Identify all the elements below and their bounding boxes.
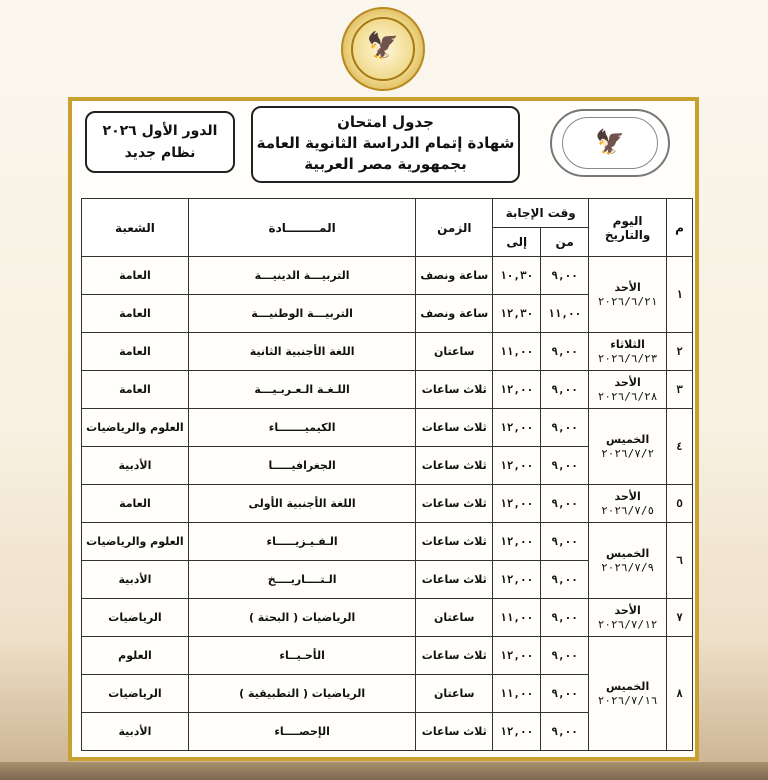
time-from: ٩,٠٠ xyxy=(541,523,589,561)
duration: ثلاث ساعات xyxy=(416,447,493,485)
ministry-seal-top xyxy=(341,7,425,91)
branch: الرياضيات xyxy=(82,675,189,713)
branch: العلوم والرياضيات xyxy=(82,523,189,561)
exam-date: ٢٠٢٦/٧/١٢ xyxy=(597,617,658,631)
eagle-emblem-icon: 🦅 xyxy=(366,31,400,61)
time-to: ١٢,٠٠ xyxy=(493,409,541,447)
time-to: ١٢,٠٠ xyxy=(493,371,541,409)
branch: الأدبية xyxy=(82,713,189,751)
duration: ساعتان xyxy=(416,333,493,371)
branch: العامة xyxy=(82,257,189,295)
time-to: ١١,٠٠ xyxy=(493,599,541,637)
time-to: ١٢,٠٠ xyxy=(493,447,541,485)
branch: الأدبية xyxy=(82,561,189,599)
exam-schedule-table xyxy=(81,198,693,751)
subject: التربيـــة الوطنيـــة xyxy=(188,295,415,333)
header-num: م xyxy=(667,199,693,257)
exam-num: ٧ xyxy=(667,599,693,637)
duration: ساعة ونصف xyxy=(416,257,493,295)
table-row xyxy=(82,599,693,637)
time-from: ٩,٠٠ xyxy=(541,333,589,371)
round-label: الدور الأول ٢٠٢٦ xyxy=(102,123,218,139)
subject: التربيـــة الدينيـــة xyxy=(188,257,415,295)
exam-date: ٢٠٢٦/٧/٥ xyxy=(601,503,655,517)
schedule-frame xyxy=(68,97,699,761)
time-to: ١١,٠٠ xyxy=(493,675,541,713)
time-from: ٩,٠٠ xyxy=(541,675,589,713)
exam-day: الأحد xyxy=(614,375,641,389)
time-to: ١٢,٠٠ xyxy=(493,485,541,523)
duration: ثلاث ساعات xyxy=(416,713,493,751)
eagle-logo-icon: 🦅 xyxy=(595,128,625,156)
schedule-body xyxy=(82,257,693,751)
exam-day-date xyxy=(589,599,667,637)
exam-date: ٢٠٢٦/٧/٩ xyxy=(601,560,655,574)
table-row xyxy=(82,333,693,371)
exam-num: ١ xyxy=(667,257,693,333)
exam-num: ٦ xyxy=(667,523,693,599)
time-to: ١٢,٠٠ xyxy=(493,561,541,599)
subject: الأحـيــاء xyxy=(188,637,415,675)
time-to: ١١,٠٠ xyxy=(493,333,541,371)
exam-date: ٢٠٢٦/٦/٢٣ xyxy=(597,351,658,365)
time-to: ١٢,٠٠ xyxy=(493,637,541,675)
header-answer-time: وقت الإجابة xyxy=(493,199,589,228)
background-ground xyxy=(0,762,768,780)
exam-day: الخميس xyxy=(605,546,650,560)
time-from: ٩,٠٠ xyxy=(541,713,589,751)
time-from: ٩,٠٠ xyxy=(541,561,589,599)
subject: اللـغـة الـعـربـيـــة xyxy=(188,371,415,409)
table-row xyxy=(82,371,693,409)
duration: ثلاث ساعات xyxy=(416,371,493,409)
exam-num: ٣ xyxy=(667,371,693,409)
time-to: ١٠,٣٠ xyxy=(493,257,541,295)
exam-day: الخميس xyxy=(605,432,650,446)
subject: الإحصــــاء xyxy=(188,713,415,751)
branch: الأدبية xyxy=(82,447,189,485)
table-row xyxy=(82,257,693,295)
exam-day-date xyxy=(589,637,667,751)
header-duration: الزمن xyxy=(416,199,493,257)
header-subject: المــــــــادة xyxy=(188,199,415,257)
subject: الـتــــاريــــخ xyxy=(188,561,415,599)
time-from: ٩,٠٠ xyxy=(541,599,589,637)
table-row xyxy=(82,409,693,447)
exam-day-date xyxy=(589,409,667,485)
branch: العامة xyxy=(82,333,189,371)
exam-day: الثلاثاء xyxy=(610,337,645,351)
exam-day-date xyxy=(589,485,667,523)
time-from: ١١,٠٠ xyxy=(541,295,589,333)
branch: العلوم والرياضيات xyxy=(82,409,189,447)
subject: الجغرافيـــــا xyxy=(188,447,415,485)
table-row xyxy=(82,523,693,561)
logo-inner-ring xyxy=(562,117,658,169)
title-line-1: جدول امتحان xyxy=(337,113,434,131)
header-from: من xyxy=(541,228,589,257)
round-box xyxy=(85,111,235,173)
exam-day: الأحد xyxy=(614,603,641,617)
duration: ثلاث ساعات xyxy=(416,561,493,599)
time-from: ٩,٠٠ xyxy=(541,257,589,295)
exam-date: ٢٠٢٦/٧/٢ xyxy=(601,446,655,460)
table-row xyxy=(82,485,693,523)
title-box xyxy=(251,106,520,183)
duration: ثلاث ساعات xyxy=(416,637,493,675)
exam-day-date xyxy=(589,371,667,409)
system-label: نظام جديد xyxy=(124,145,196,161)
duration: ثلاث ساعات xyxy=(416,485,493,523)
duration: ساعتان xyxy=(416,675,493,713)
branch: العلوم xyxy=(82,637,189,675)
header-to: إلى xyxy=(493,228,541,257)
branch: العامة xyxy=(82,295,189,333)
exam-day-date xyxy=(589,523,667,599)
ministry-logo xyxy=(550,109,670,177)
exam-num: ٤ xyxy=(667,409,693,485)
exam-date: ٢٠٢٦/٦/٢١ xyxy=(597,294,658,308)
header-day: اليوم والتاريخ xyxy=(589,199,667,257)
exam-num: ٥ xyxy=(667,485,693,523)
duration: ثلاث ساعات xyxy=(416,409,493,447)
duration: ساعة ونصف xyxy=(416,295,493,333)
subject: الـفـيـزيـــــاء xyxy=(188,523,415,561)
exam-day-date xyxy=(589,257,667,333)
time-to: ١٢,٠٠ xyxy=(493,713,541,751)
table-row xyxy=(82,637,693,675)
duration: ساعتان xyxy=(416,599,493,637)
time-to: ١٢,٠٠ xyxy=(493,523,541,561)
exam-num: ٢ xyxy=(667,333,693,371)
duration: ثلاث ساعات xyxy=(416,523,493,561)
exam-num: ٨ xyxy=(667,637,693,751)
subject: الرياضيات ( البحتة ) xyxy=(188,599,415,637)
title-line-2: شهادة إتمام الدراسة الثانوية العامة xyxy=(256,134,515,152)
exam-day-date xyxy=(589,333,667,371)
time-to: ١٢,٣٠ xyxy=(493,295,541,333)
branch: العامة xyxy=(82,371,189,409)
branch: العامة xyxy=(82,485,189,523)
branch: الرياضيات xyxy=(82,599,189,637)
time-from: ٩,٠٠ xyxy=(541,637,589,675)
time-from: ٩,٠٠ xyxy=(541,371,589,409)
subject: اللغة الأجنبية الأولى xyxy=(188,485,415,523)
subject: الرياضيات ( التطبيقية ) xyxy=(188,675,415,713)
exam-date: ٢٠٢٦/٧/١٦ xyxy=(597,693,658,707)
title-line-3: بجمهورية مصر العربية xyxy=(304,155,467,173)
time-from: ٩,٠٠ xyxy=(541,485,589,523)
exam-day: الأحد xyxy=(614,280,641,294)
time-from: ٩,٠٠ xyxy=(541,447,589,485)
subject: الكيميـــــــاء xyxy=(188,409,415,447)
exam-day: الخميس xyxy=(605,679,650,693)
subject: اللغة الأجنبية الثانية xyxy=(188,333,415,371)
header-branch: الشعبة xyxy=(82,199,189,257)
time-from: ٩,٠٠ xyxy=(541,409,589,447)
exam-day: الأحد xyxy=(614,489,641,503)
exam-date: ٢٠٢٦/٦/٢٨ xyxy=(597,389,658,403)
